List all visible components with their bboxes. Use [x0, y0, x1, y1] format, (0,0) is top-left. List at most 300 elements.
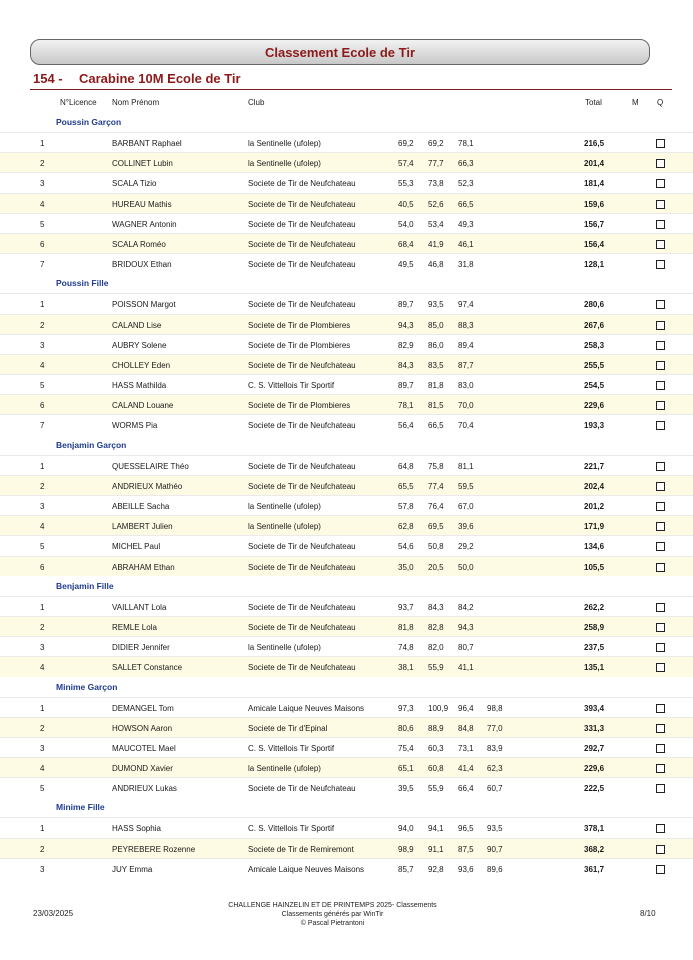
rank-cell: 5 — [40, 381, 45, 391]
name-cell: BRIDOUX Ethan — [112, 260, 172, 270]
rank-cell: 7 — [40, 260, 45, 270]
series-2-cell: 75,8 — [428, 461, 444, 471]
category-header — [0, 435, 693, 455]
club-cell: Societe de Tir de Neufchateau — [248, 239, 356, 249]
q-checkbox[interactable] — [656, 563, 665, 572]
name-cell: HASS Sophia — [112, 824, 161, 834]
table-row — [0, 495, 693, 515]
table-row — [0, 616, 693, 636]
rank-cell: 4 — [40, 522, 45, 532]
club-cell: C. S. Vittellois Tir Sportif — [248, 381, 335, 391]
q-checkbox[interactable] — [656, 260, 665, 269]
series-2-cell: 83,5 — [428, 360, 444, 370]
club-cell: Societe de Tir de Neufchateau — [248, 663, 356, 673]
table-row — [0, 515, 693, 535]
series-1-cell: 98,9 — [398, 844, 414, 854]
name-cell: BARBANT Raphael — [112, 139, 182, 148]
event-number: 154 - — [33, 71, 63, 86]
series-3-cell: 46,1 — [458, 239, 474, 249]
name-cell: SCALA Roméo — [112, 239, 166, 249]
category-label: Minime Garçon — [56, 681, 118, 692]
name-cell: ANDRIEUX Lukas — [112, 784, 177, 794]
club-cell: Societe de Tir de Neufchateau — [248, 602, 356, 612]
series-1-cell: 55,3 — [398, 179, 414, 189]
series-2-cell: 41,9 — [428, 239, 444, 249]
series-3-cell: 87,5 — [458, 844, 474, 854]
series-3-cell: 50,0 — [458, 562, 474, 572]
series-3-cell: 96,5 — [458, 824, 474, 834]
total-cell: 237,5 — [584, 643, 605, 653]
table-row — [0, 535, 693, 555]
q-checkbox[interactable] — [656, 220, 665, 229]
name-cell: VAILLANT Lola — [112, 602, 167, 612]
table-row — [0, 636, 693, 656]
series-1-cell: 40,5 — [398, 199, 414, 209]
total-cell: 368,2 — [584, 844, 605, 854]
rank-cell: 3 — [40, 743, 45, 753]
club-cell: Societe de Tir de Plombieres — [248, 320, 351, 330]
series-1-cell: 94,3 — [398, 320, 414, 330]
rank-cell: 5 — [40, 219, 45, 229]
q-checkbox[interactable] — [656, 139, 665, 148]
category-label: Benjamin Fille — [56, 580, 114, 591]
rank-cell: 3 — [40, 502, 45, 511]
series-3-cell: 89,4 — [458, 340, 474, 350]
series-3-cell: 93,6 — [458, 864, 474, 874]
series-3-cell: 81,1 — [458, 461, 474, 471]
name-cell: AUBRY Solene — [112, 340, 167, 350]
name-cell: HASS Mathilda — [112, 381, 167, 391]
q-checkbox[interactable] — [656, 421, 665, 430]
q-checkbox[interactable] — [656, 744, 665, 753]
series-2-cell: 69,5 — [428, 522, 444, 532]
series-2-cell: 82,0 — [428, 643, 444, 653]
series-1-cell: 56,4 — [398, 421, 414, 431]
series-3-cell: 41,1 — [458, 663, 474, 673]
series-2-cell: 81,8 — [428, 381, 444, 391]
total-cell: 292,7 — [584, 743, 605, 753]
series-4-cell: 60,7 — [487, 784, 503, 794]
q-checkbox[interactable] — [656, 462, 665, 471]
name-cell: QUESSELAIRE Théo — [112, 461, 189, 471]
q-checkbox[interactable] — [656, 623, 665, 632]
table-row — [0, 394, 693, 414]
q-checkbox[interactable] — [656, 704, 665, 713]
total-cell: 216,5 — [584, 139, 605, 148]
table-row — [0, 314, 693, 334]
series-4-cell: 83,9 — [487, 743, 503, 753]
table-row — [0, 374, 693, 394]
q-checkbox[interactable] — [656, 240, 665, 249]
club-cell: Amicale Laique Neuves Maisons — [248, 703, 365, 713]
series-2-cell: 91,1 — [428, 844, 444, 854]
rank-cell: 2 — [40, 159, 45, 169]
name-cell: DUMOND Xavier — [112, 764, 173, 774]
q-checkbox[interactable] — [656, 724, 665, 733]
category-header — [0, 797, 693, 817]
table-row — [0, 757, 693, 777]
q-checkbox[interactable] — [656, 381, 665, 390]
series-2-cell: 76,4 — [428, 502, 444, 511]
total-cell: 128,1 — [584, 260, 605, 270]
name-cell: ABRAHAM Ethan — [112, 562, 175, 572]
series-1-cell: 89,7 — [398, 300, 414, 310]
club-cell: la Sentinelle (ufolep) — [248, 522, 321, 532]
rank-cell: 3 — [40, 179, 45, 189]
series-1-cell: 49,5 — [398, 260, 414, 270]
series-3-cell: 70,4 — [458, 421, 474, 431]
series-1-cell: 97,3 — [398, 703, 414, 713]
series-1-cell: 75,4 — [398, 743, 414, 753]
club-cell: C. S. Vittellois Tir Sportif — [248, 824, 335, 834]
col-licence: N°Licence — [60, 98, 97, 107]
series-1-cell: 65,5 — [398, 481, 414, 491]
q-checkbox[interactable] — [656, 361, 665, 370]
series-2-cell: 94,1 — [428, 824, 444, 834]
club-cell: Societe de Tir de Neufchateau — [248, 481, 356, 491]
series-2-cell: 20,5 — [428, 562, 444, 572]
series-3-cell: 88,3 — [458, 320, 474, 330]
table-row — [0, 838, 693, 858]
rank-cell: 1 — [40, 703, 45, 713]
table-row — [0, 354, 693, 374]
footer-line-2: Classements générés par WinTir — [281, 911, 384, 918]
series-3-cell: 73,1 — [458, 743, 474, 753]
rank-cell: 6 — [40, 239, 45, 249]
table-row — [0, 132, 693, 152]
event-name: Carabine 10M Ecole de Tir — [79, 71, 241, 86]
table-row — [0, 858, 693, 878]
rank-cell: 5 — [40, 542, 45, 552]
name-cell: MICHEL Paul — [112, 542, 161, 552]
rank-cell: 2 — [40, 723, 45, 733]
total-cell: 193,3 — [584, 421, 605, 431]
series-4-cell: 90,7 — [487, 844, 503, 854]
series-4-cell: 77,0 — [487, 723, 503, 733]
table-row — [0, 193, 693, 213]
table-row — [0, 777, 693, 797]
event-heading — [33, 71, 241, 86]
table-row — [0, 414, 693, 434]
series-3-cell: 94,3 — [458, 622, 474, 632]
name-cell: PEYREBERE Rozenne — [112, 844, 196, 854]
series-1-cell: 93,7 — [398, 602, 414, 612]
series-2-cell: 53,4 — [428, 219, 444, 229]
series-1-cell: 85,7 — [398, 864, 414, 874]
total-cell: 105,5 — [584, 562, 605, 572]
total-cell: 222,5 — [584, 784, 605, 794]
series-3-cell: 96,4 — [458, 703, 474, 713]
club-cell: Amicale Laique Neuves Maisons — [248, 864, 365, 874]
total-cell: 258,9 — [584, 622, 605, 632]
series-1-cell: 78,1 — [398, 401, 414, 411]
club-cell: la Sentinelle (ufolep) — [248, 764, 321, 774]
total-cell: 181,4 — [584, 179, 605, 189]
series-2-cell: 77,4 — [428, 481, 444, 491]
club-cell: Societe de Tir de Neufchateau — [248, 179, 356, 189]
club-cell: la Sentinelle (ufolep) — [248, 159, 321, 169]
series-2-cell: 52,6 — [428, 199, 444, 209]
table-row — [0, 737, 693, 757]
category-header — [0, 112, 693, 132]
table-row — [0, 455, 693, 475]
club-cell: Societe de Tir de Neufchateau — [248, 199, 356, 209]
name-cell: MAUCOTEL Mael — [112, 743, 176, 753]
series-3-cell: 66,3 — [458, 159, 474, 169]
club-cell: la Sentinelle (ufolep) — [248, 643, 321, 653]
q-checkbox[interactable] — [656, 824, 665, 833]
col-total: Total — [585, 98, 602, 107]
name-cell: WORMS Pia — [112, 421, 158, 431]
series-3-cell: 78,1 — [458, 139, 474, 148]
series-3-cell: 49,3 — [458, 219, 474, 229]
name-cell: SCALA Tizio — [112, 179, 157, 189]
category-label: Poussin Garçon — [56, 117, 122, 127]
rank-cell: 1 — [40, 461, 45, 471]
name-cell: DIDIER Jennifer — [112, 643, 170, 653]
total-cell: 254,5 — [584, 381, 605, 391]
club-cell: Societe de Tir de Plombieres — [248, 340, 351, 350]
club-cell: Societe de Tir de Neufchateau — [248, 300, 356, 310]
total-cell: 331,3 — [584, 723, 605, 733]
col-m: M — [632, 98, 639, 107]
q-checkbox[interactable] — [656, 784, 665, 793]
rank-cell: 5 — [40, 784, 45, 794]
series-2-cell: 50,8 — [428, 542, 444, 552]
total-cell: 258,3 — [584, 340, 605, 350]
table-row — [0, 233, 693, 253]
table-row — [0, 817, 693, 837]
rank-cell: 3 — [40, 340, 45, 350]
series-3-cell: 59,5 — [458, 481, 474, 491]
series-1-cell: 35,0 — [398, 562, 414, 572]
name-cell: CHOLLEY Eden — [112, 360, 171, 370]
q-checkbox[interactable] — [656, 300, 665, 309]
total-cell: 159,6 — [584, 199, 605, 209]
series-3-cell: 31,8 — [458, 260, 474, 270]
table-row — [0, 717, 693, 737]
page-title: Classement Ecole de Tir — [264, 44, 416, 60]
rank-cell: 2 — [40, 844, 45, 854]
rank-cell: 3 — [40, 643, 45, 653]
club-cell: Societe de Tir de Neufchateau — [248, 542, 356, 552]
table-row — [0, 656, 693, 676]
club-cell: Societe de Tir de Neufchateau — [248, 260, 356, 270]
total-cell: 201,4 — [584, 159, 605, 169]
series-2-cell: 82,8 — [428, 622, 444, 632]
series-2-cell: 66,5 — [428, 421, 444, 431]
category-header — [0, 273, 693, 293]
footer-line-3: © Pascal Pietrantoni — [300, 920, 365, 927]
rank-cell: 6 — [40, 562, 45, 572]
series-4-cell: 98,8 — [487, 703, 503, 713]
club-cell: Societe de Tir de Neufchateau — [248, 562, 356, 572]
series-3-cell: 29,2 — [458, 542, 474, 552]
col-name: Nom Prénom — [112, 98, 160, 107]
total-cell: 134,6 — [584, 542, 605, 552]
series-4-cell: 89,6 — [487, 864, 503, 874]
total-cell: 229,6 — [584, 401, 605, 411]
total-cell: 267,6 — [584, 320, 605, 330]
series-3-cell: 41,4 — [458, 764, 474, 774]
q-checkbox[interactable] — [656, 401, 665, 410]
q-checkbox[interactable] — [656, 200, 665, 209]
series-3-cell: 52,3 — [458, 179, 474, 189]
club-cell: Societe de Tir de Remiremont — [248, 844, 354, 854]
series-1-cell: 81,8 — [398, 622, 414, 632]
rank-cell: 1 — [40, 139, 45, 148]
club-cell: Societe de Tir de Neufchateau — [248, 461, 356, 471]
q-checkbox[interactable] — [656, 341, 665, 350]
q-checkbox[interactable] — [656, 482, 665, 491]
name-cell: POISSON Margot — [112, 300, 176, 310]
name-cell: HOWSON Aaron — [112, 723, 173, 733]
footer-line-1: CHALLENGE HAINZELIN ET DE PRINTEMPS 2025- Classements — [228, 902, 437, 909]
series-3-cell: 84,8 — [458, 723, 474, 733]
series-2-cell: 85,0 — [428, 320, 444, 330]
q-checkbox[interactable] — [656, 865, 665, 874]
series-3-cell: 66,5 — [458, 199, 474, 209]
name-cell: ANDRIEUX Mathéo — [112, 481, 183, 491]
category-label: Poussin Fille — [56, 278, 109, 289]
series-1-cell: 64,8 — [398, 461, 414, 471]
series-3-cell: 70,0 — [458, 401, 474, 411]
table-row — [0, 475, 693, 495]
q-checkbox[interactable] — [656, 603, 665, 612]
series-2-cell: 88,9 — [428, 723, 444, 733]
table-row — [0, 556, 693, 576]
rank-cell: 1 — [40, 300, 45, 310]
club-cell: Societe de Tir d'Epinal — [248, 723, 328, 733]
series-4-cell: 93,5 — [487, 824, 503, 834]
rank-cell: 4 — [40, 360, 45, 370]
total-cell: 378,1 — [584, 824, 605, 834]
club-cell: Societe de Tir de Neufchateau — [248, 219, 356, 229]
rank-cell: 2 — [40, 481, 45, 491]
col-q: Q — [657, 98, 664, 107]
club-cell: Societe de Tir de Neufchateau — [248, 784, 356, 794]
series-1-cell: 38,1 — [398, 663, 414, 673]
series-3-cell: 84,2 — [458, 602, 474, 612]
series-1-cell: 68,4 — [398, 239, 414, 249]
col-club: Club — [248, 98, 265, 107]
series-1-cell: 89,7 — [398, 381, 414, 391]
q-checkbox[interactable] — [656, 179, 665, 188]
q-checkbox[interactable] — [656, 643, 665, 652]
series-2-cell: 86,0 — [428, 340, 444, 350]
series-1-cell: 54,0 — [398, 219, 414, 229]
category-label: Benjamin Garçon — [56, 439, 127, 450]
club-cell: Societe de Tir de Neufchateau — [248, 622, 356, 632]
q-checkbox[interactable] — [656, 764, 665, 773]
q-checkbox[interactable] — [656, 663, 665, 672]
club-cell: Societe de Tir de Neufchateau — [248, 360, 356, 370]
name-cell: DEMANGEL Tom — [112, 703, 174, 713]
rank-cell: 1 — [40, 602, 45, 612]
name-cell: CALAND Lise — [112, 320, 162, 330]
event-divider — [30, 89, 672, 90]
series-2-cell: 60,8 — [428, 764, 444, 774]
table-row — [0, 172, 693, 192]
total-cell: 156,4 — [584, 239, 605, 249]
series-1-cell: 69,2 — [398, 139, 414, 148]
rank-cell: 2 — [40, 320, 45, 330]
table-row — [0, 334, 693, 354]
name-cell: JUY Emma — [112, 864, 153, 874]
category-header — [0, 677, 693, 697]
series-2-cell: 84,3 — [428, 602, 444, 612]
total-cell: 229,6 — [584, 764, 605, 774]
series-2-cell: 73,8 — [428, 179, 444, 189]
total-cell: 135,1 — [584, 663, 605, 673]
q-checkbox[interactable] — [656, 845, 665, 854]
series-2-cell: 60,3 — [428, 743, 444, 753]
series-1-cell: 65,1 — [398, 764, 414, 774]
name-cell: COLLINET Lubin — [112, 159, 173, 169]
table-row — [0, 697, 693, 717]
series-2-cell: 93,5 — [428, 300, 444, 310]
club-cell: Societe de Tir de Plombieres — [248, 401, 351, 411]
rank-cell: 6 — [40, 401, 45, 411]
series-1-cell: 57,8 — [398, 502, 414, 511]
series-3-cell: 66,4 — [458, 784, 474, 794]
rank-cell: 4 — [40, 663, 45, 673]
q-checkbox[interactable] — [656, 542, 665, 551]
club-cell: C. S. Vittellois Tir Sportif — [248, 743, 335, 753]
table-row — [0, 253, 693, 273]
q-checkbox[interactable] — [656, 502, 665, 511]
results-list — [0, 112, 693, 878]
series-3-cell: 67,0 — [458, 502, 474, 511]
footer-info — [180, 901, 485, 928]
series-1-cell: 74,8 — [398, 643, 414, 653]
category-header — [0, 576, 693, 596]
rank-cell: 4 — [40, 764, 45, 774]
series-1-cell: 57,4 — [398, 159, 414, 169]
category-label: Minime Fille — [56, 802, 105, 813]
club-cell: Societe de Tir de Neufchateau — [248, 421, 356, 431]
series-1-cell: 80,6 — [398, 723, 414, 733]
q-checkbox[interactable] — [656, 522, 665, 531]
name-cell: WAGNER Antonin — [112, 219, 177, 229]
series-2-cell: 46,8 — [428, 260, 444, 270]
series-3-cell: 39,6 — [458, 522, 474, 532]
series-1-cell: 84,3 — [398, 360, 414, 370]
table-row — [0, 293, 693, 313]
total-cell: 201,2 — [584, 502, 605, 511]
q-checkbox[interactable] — [656, 321, 665, 330]
rank-cell: 1 — [40, 824, 45, 834]
total-cell: 202,4 — [584, 481, 605, 491]
name-cell: REMLE Lola — [112, 622, 157, 632]
series-3-cell: 87,7 — [458, 360, 474, 370]
name-cell: ABEILLE Sacha — [112, 502, 170, 511]
series-3-cell: 83,0 — [458, 381, 474, 391]
rank-cell: 2 — [40, 622, 45, 632]
series-2-cell: 77,7 — [428, 159, 444, 169]
rank-cell: 3 — [40, 864, 45, 874]
footer-date: 23/03/2025 — [33, 909, 74, 918]
series-3-cell: 80,7 — [458, 643, 474, 653]
series-1-cell: 62,8 — [398, 522, 414, 532]
q-checkbox[interactable] — [656, 159, 665, 168]
series-2-cell: 55,9 — [428, 663, 444, 673]
page-title-box — [30, 39, 650, 65]
series-2-cell: 92,8 — [428, 864, 444, 874]
series-3-cell: 97,4 — [458, 300, 474, 310]
series-1-cell: 39,5 — [398, 784, 414, 794]
rank-cell: 7 — [40, 421, 45, 431]
